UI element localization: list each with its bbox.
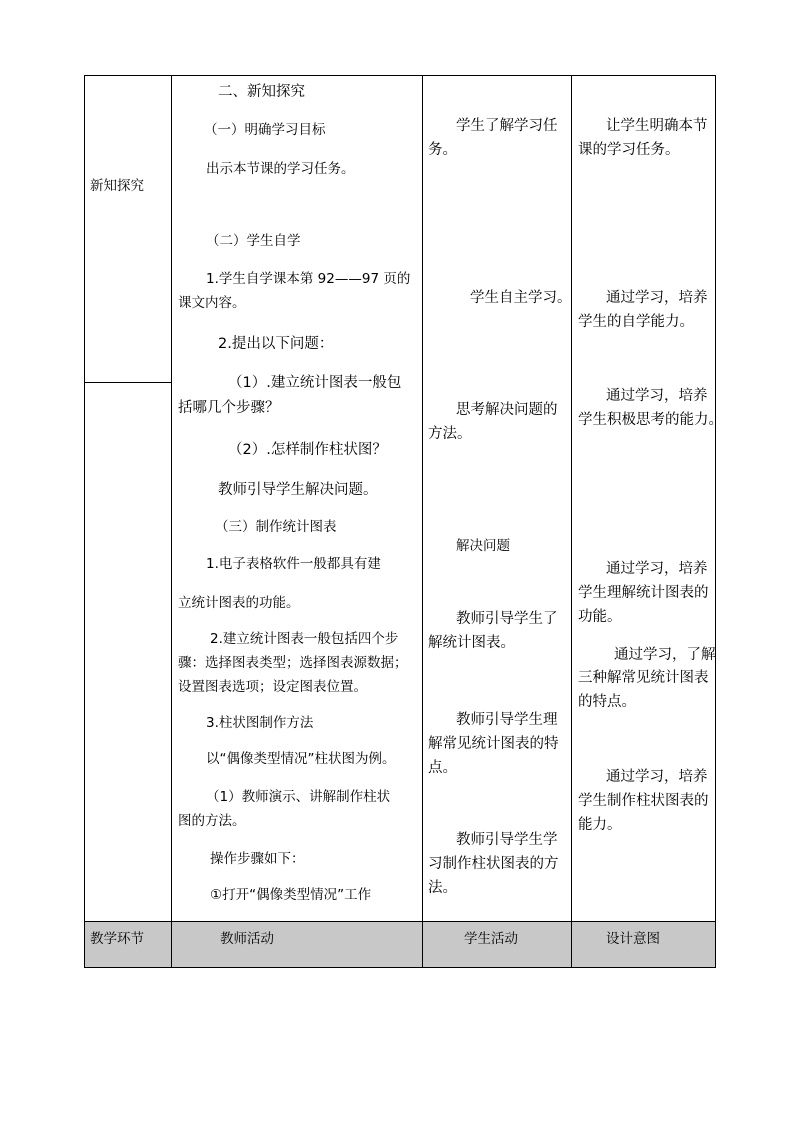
chart-point-2: 2.建立统计图表一般包括四个步	[210, 631, 399, 647]
self-study-item-1-cont: 课文内容。	[178, 295, 246, 311]
design-intent-6: 通过学习，培养	[606, 769, 708, 785]
demo-step-cont: 图的方法。	[178, 813, 246, 829]
operation-steps: 操作步骤如下：	[210, 851, 305, 867]
col1-row-divider	[84, 382, 172, 383]
self-study-item-2: 2.提出以下问题：	[218, 336, 334, 352]
design-intent-5: 通过学习，了解	[614, 647, 716, 663]
student-activity-6-cont2: 点。	[428, 760, 457, 776]
operation-step-1: ①打开“偶像类型情况”工作	[210, 887, 372, 903]
chart-point-3-example: 以“偶像类型情况”柱状图为例。	[206, 751, 396, 767]
table-border-right	[715, 75, 716, 968]
design-intent-5-cont1: 三种解常见统计图表	[578, 670, 709, 686]
subsection-2-title: （二）学生自学	[206, 233, 301, 249]
chart-point-1: 1.电子表格软件一般都具有建	[206, 556, 381, 572]
design-intent-2: 通过学习，培养	[606, 290, 708, 306]
student-activity-7: 教师引导学生学	[456, 832, 558, 848]
question-1-cont: 括哪几个步骤？	[178, 400, 280, 416]
table-border-bottom	[84, 967, 716, 968]
chart-point-3: 3.柱状图制作方法	[206, 715, 314, 731]
header-design-intent: 设计意图	[606, 931, 660, 947]
student-activity-7-cont2: 法。	[428, 880, 457, 896]
section-heading: 二、新知探究	[218, 84, 305, 100]
demo-step: （1）教师演示、讲解制作柱状	[206, 789, 391, 805]
student-activity-4: 解决问题	[456, 538, 510, 554]
chart-point-1-cont: 立统计图表的功能。	[178, 595, 300, 611]
header-teacher-activity: 教师活动	[220, 931, 274, 947]
design-intent-4-cont2: 功能。	[578, 609, 622, 625]
design-intent-4-cont1: 学生理解统计图表的	[578, 585, 709, 601]
design-intent-2-cont: 学生的自学能力。	[578, 314, 694, 330]
design-intent-4: 通过学习，培养	[606, 561, 708, 577]
header-student-activity: 学生活动	[464, 931, 518, 947]
col-divider-1	[171, 75, 172, 968]
stage-label: 新知探究	[90, 178, 144, 194]
header-teaching-stage: 教学环节	[90, 931, 144, 947]
table-border-top	[84, 75, 716, 76]
chart-point-2-cont1: 骤：选择图表类型；选择图表源数据；	[178, 655, 408, 671]
student-activity-5-cont: 解统计图表。	[428, 635, 515, 651]
student-activity-2: 学生自主学习。	[470, 290, 572, 306]
student-activity-6-cont1: 解常见统计图表的特	[428, 736, 559, 752]
question-1: （1）.建立统计图表一般包	[228, 375, 402, 391]
self-study-item-1: 1.学生自学课本第 92——97 页的	[206, 271, 411, 287]
table-border-left	[84, 75, 85, 968]
subsection-3-title: （三）制作统计图表	[215, 519, 337, 535]
chart-point-2-cont2: 设置图表选项；设定图表位置。	[178, 679, 367, 695]
design-intent-1-cont: 课的学习任务。	[578, 142, 680, 158]
question-2: （2）.怎样制作柱状图？	[228, 442, 387, 458]
student-activity-1: 学生了解学习任	[456, 118, 558, 134]
subsection-1-title: （一）明确学习目标	[204, 122, 326, 138]
footer-divider	[84, 921, 716, 922]
design-intent-3-cont: 学生积极思考的能力。	[578, 412, 723, 428]
col-divider-2	[422, 75, 423, 968]
subsection-1-text: 出示本节课的学习任务。	[206, 161, 355, 177]
design-intent-6-cont1: 学生制作柱状图表的	[578, 793, 709, 809]
student-activity-6: 教师引导学生理	[456, 712, 558, 728]
student-activity-1-cont: 务。	[428, 142, 457, 158]
col-divider-3	[571, 75, 572, 968]
student-activity-3-cont: 方法。	[428, 426, 472, 442]
student-activity-3: 思考解决问题的	[456, 402, 558, 418]
student-activity-7-cont1: 习制作柱状图表的方	[428, 856, 559, 872]
design-intent-5-cont2: 的特点。	[578, 694, 636, 710]
teacher-guide: 教师引导学生解决问题。	[218, 482, 378, 498]
design-intent-1: 让学生明确本节	[606, 118, 708, 134]
student-activity-5: 教师引导学生了	[456, 611, 558, 627]
design-intent-3: 通过学习，培养	[606, 388, 708, 404]
design-intent-6-cont2: 能力。	[578, 817, 622, 833]
